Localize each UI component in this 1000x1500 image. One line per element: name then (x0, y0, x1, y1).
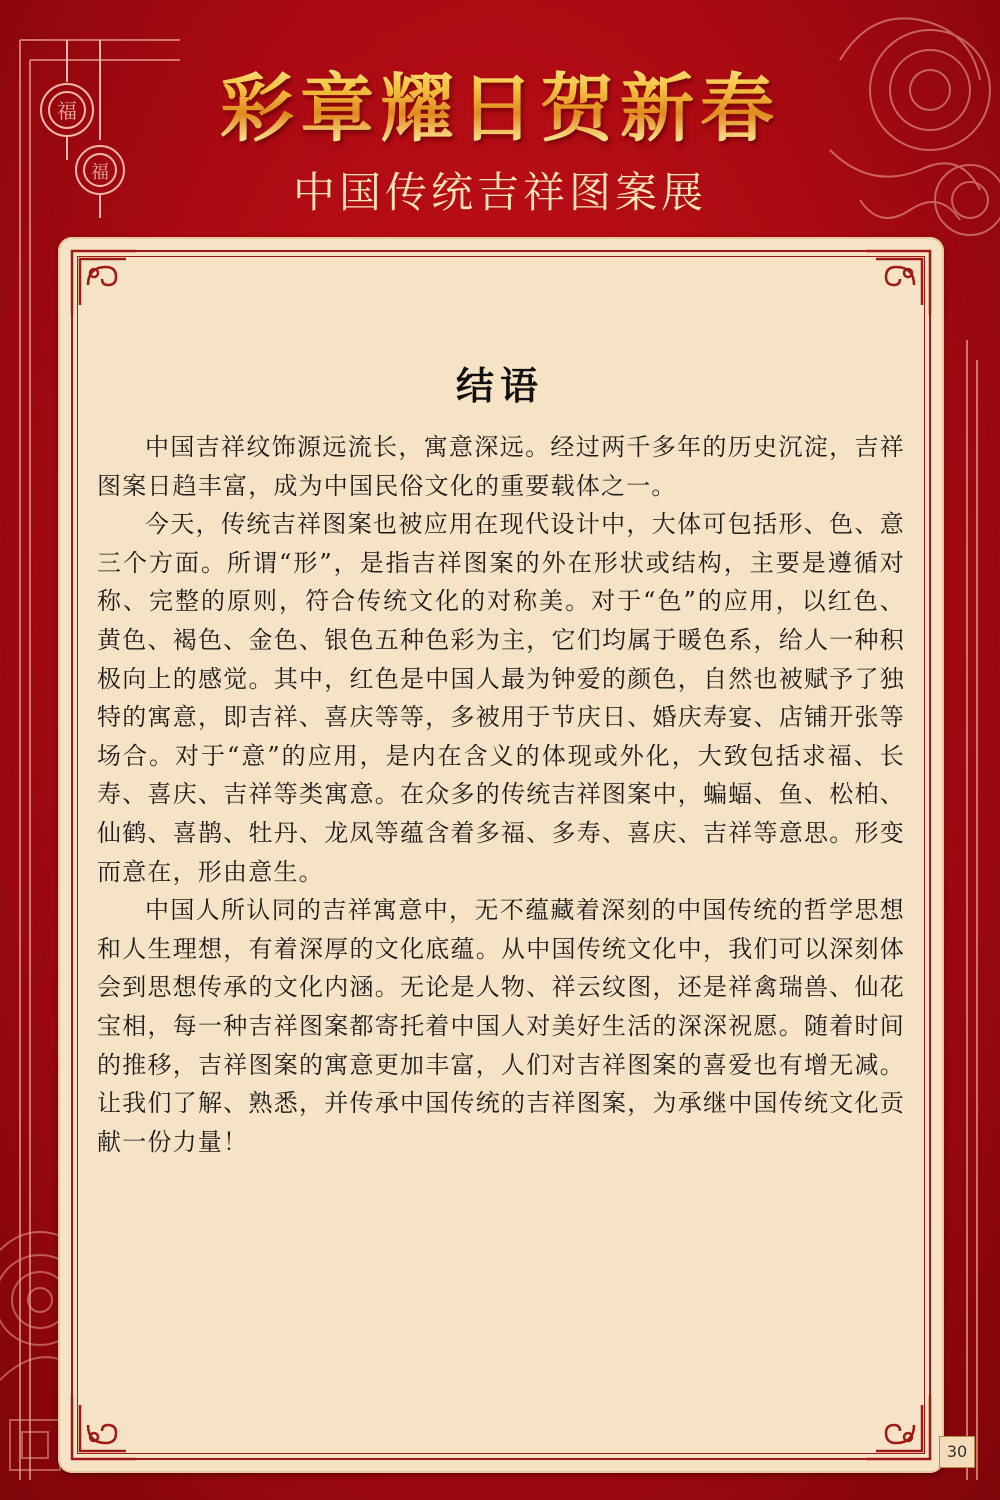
corner-ornament-bottom-right (858, 1387, 936, 1465)
paragraph-2: 今天，传统吉祥图案也被应用在现代设计中，大体可包括形、色、意三个方面。所谓“形”，是指吉祥图案的外在形状或结构，主要是遵循对称、完整的原则，符合传统文化的对称美。对于“色”的应用，以红色、黄色、褐色、金色、银色五种色彩为主，它们均属于暖色系，给人一种积极向上的感觉。其中，红色是中国人最为钟爱的颜色，自然也被赋予了独特的寓意，即吉祥、喜庆等等，多被用于节庆日、婚庆寿宴、店铺开张等场合。对于“意”的应用，是内在含义的体现或外化，大致包括求福、长寿、喜庆、吉祥等类寓意。在众多的传统吉祥图案中，蝙蝠、鱼、松柏、仙鹤、喜鹊、牡丹、龙凤等蕴含着多福、多寿、喜庆、吉祥等意思。形变而意在，形由意生。 (97, 510, 905, 886)
corner-ornament-bottom-left (66, 1387, 144, 1465)
paragraph-3: 中国人所认同的吉祥寓意中，无不蕴藏着深刻的中国传统的哲学思想和人生理想，有着深厚的文化底蕴。从中国传统文化中，我们可以深刻体会到思想传承的文化内涵。无论是人物、祥云纹图，还是祥禽瑞兽、仙花宝相，每一种吉祥图案都寄托着中国人对美好生活的深深祝愿。随着时间的推移，吉祥图案的寓意更加丰富，人们对吉祥图案的喜爱也有增无减。让我们了解、熟悉，并传承中国传统的吉祥图案，为承继中国传统文化贡献一份力量！ (97, 896, 905, 1156)
exhibition-title: 彩章耀日贺新春 (0, 50, 1000, 156)
paragraph-1: 中国吉祥纹饰源远流长，寓意深远。经过两千多年的历史沉淀，吉祥图案日趋丰富，成为中国民俗文化的重要载体之一。 (97, 433, 905, 500)
corner-ornament-top-right (858, 245, 936, 323)
fu-character-bottom: 福 (91, 162, 109, 183)
page-number: 30 (939, 1436, 975, 1468)
section-heading: 结语 (455, 363, 544, 408)
body-text (97, 428, 905, 1161)
exhibition-subtitle: 中国传统吉祥图案展 (292, 168, 707, 217)
corner-ornament-top-left (66, 245, 144, 323)
